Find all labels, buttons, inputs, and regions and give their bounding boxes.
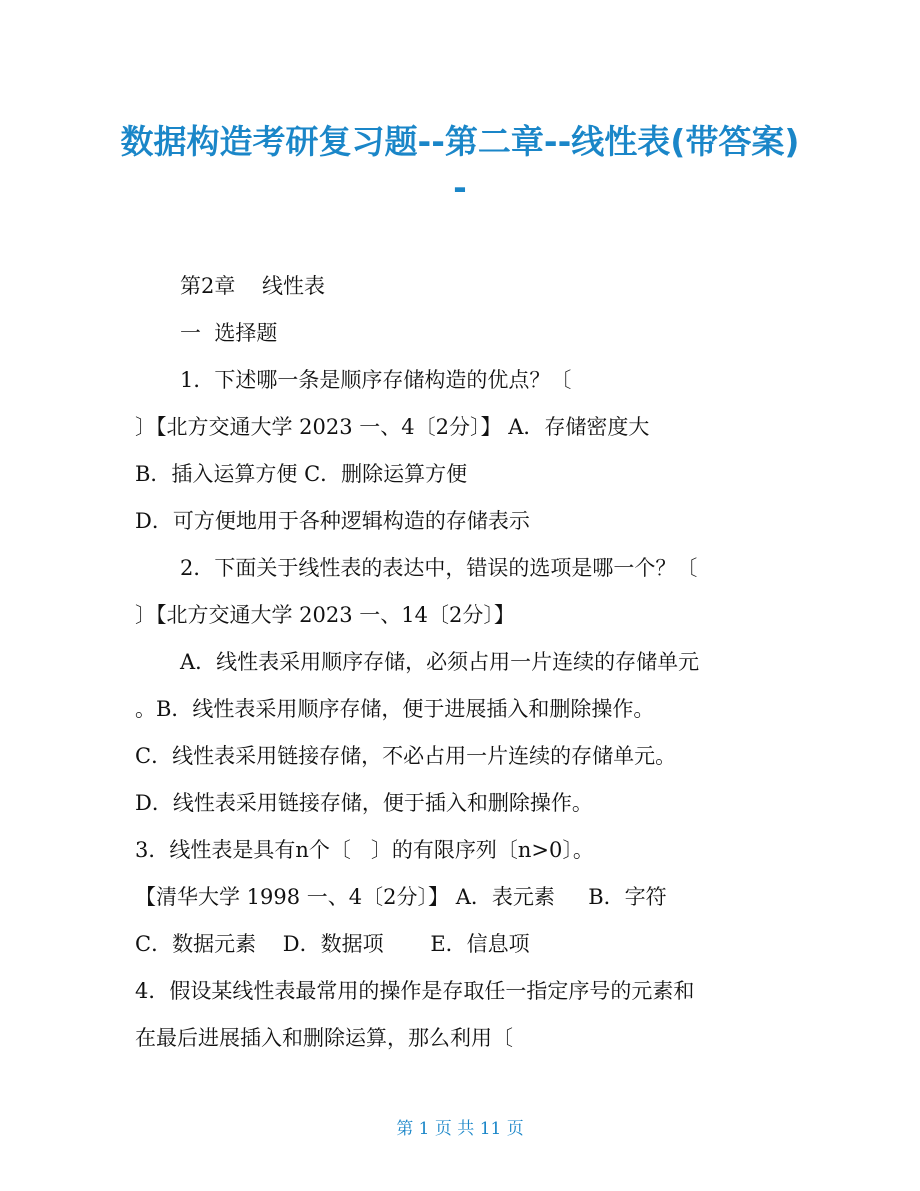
question-4-text-continued: 在最后进展插入和删除运算，那么利用〔 (135, 1026, 513, 1050)
question-2-source: 〕【北方交通大学 2023 一、14〔2分〕】 (135, 603, 515, 627)
question-3-options: C．数据元素 D．数据项 E．信息项 (135, 932, 530, 956)
document-title-continuation: - (453, 168, 467, 207)
question-1-options: B．插入运算方便 C．删除运算方便 (135, 462, 468, 486)
document-title: 数据构造考研复习题--第二章--线性表(带答案) (120, 122, 800, 161)
question-3-text: 3．线性表是具有n个〔 〕的有限序列〔n>0〕。 (135, 838, 594, 862)
page-footer: 第 1 页 共 11 页 (396, 1119, 524, 1139)
section-heading: 一 选择题 (180, 321, 278, 345)
question-2-option-d: D．线性表采用链接存储，便于插入和删除操作。 (135, 791, 593, 815)
question-4-text: 4．假设某线性表最常用的操作是存取任一指定序号的元素和 (135, 979, 695, 1003)
chapter-heading: 第2章 线性表 (180, 274, 326, 298)
question-2-option-a: A．线性表采用顺序存储，必须占用一片连续的存储单元 (180, 650, 700, 674)
question-2-option-b: 。B．线性表采用顺序存储，便于进展插入和删除操作。 (135, 697, 655, 721)
question-1-option-d: D．可方便地用于各种逻辑构造的存储表示 (135, 509, 530, 533)
question-2-text: 2．下面关于线性表的表达中，错误的选项是哪一个？〔 (180, 556, 698, 580)
question-1-text: 1．下述哪一条是顺序存储构造的优点？〔 (180, 368, 572, 392)
question-3-source: 【清华大学 1998 一、4〔2分〕】 A．表元素 B．字符 (135, 885, 667, 909)
question-2-option-c: C．线性表采用链接存储，不必占用一片连续的存储单元。 (135, 744, 677, 768)
question-1-source: 〕【北方交通大学 2023 一、4〔2分〕】 A．存储密度大 (135, 415, 650, 439)
